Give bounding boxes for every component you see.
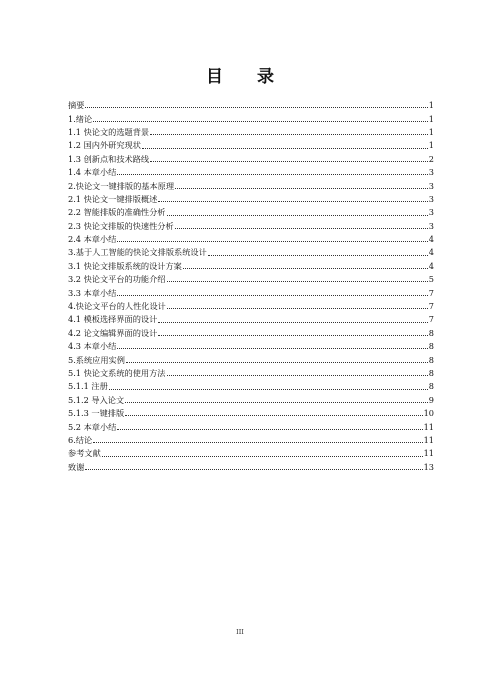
toc-entry-label: 1.2 国内外研究现状 (68, 140, 141, 151)
toc-entry[interactable] (68, 230, 434, 243)
dot-leader (117, 240, 427, 242)
dot-leader (175, 227, 428, 229)
dot-leader (183, 267, 428, 269)
toc-entry-page: 3 (428, 220, 434, 231)
toc-entry-label: 1.3 创新点和技术路线 (68, 153, 150, 164)
toc-entry-page: 11 (423, 421, 434, 432)
toc-entry-page: 7 (428, 314, 434, 325)
table-of-contents (68, 96, 434, 471)
toc-entry[interactable] (68, 217, 434, 230)
toc-entry[interactable] (68, 310, 434, 323)
toc-entry[interactable] (68, 337, 434, 350)
toc-entry[interactable] (68, 417, 434, 430)
toc-entry[interactable] (68, 176, 434, 189)
dot-leader (167, 307, 428, 309)
toc-entry-label: 6.结论 (68, 434, 93, 445)
dot-leader (167, 374, 428, 376)
toc-entry-label: 摘要 (68, 100, 85, 111)
toc-entry[interactable] (68, 243, 434, 256)
dot-leader (93, 120, 428, 122)
toc-entry[interactable] (68, 297, 434, 310)
toc-entry-label: 致谢 (68, 461, 85, 472)
toc-entry[interactable] (68, 136, 434, 149)
toc-entry-page: 9 (428, 394, 434, 405)
toc-entry-label: 2.3 快论文排版的快速性分析 (68, 220, 174, 231)
toc-entry-label: 1.1 快论文的选题背景 (68, 126, 150, 137)
toc-entry-label: 2.2 智能排版的准确性分析 (68, 207, 166, 218)
toc-entry-label: 3.2 快论文平台的功能介绍 (68, 274, 166, 285)
toc-entry[interactable] (68, 203, 434, 216)
dot-leader (125, 414, 422, 416)
toc-entry[interactable] (68, 96, 434, 109)
toc-entry[interactable] (68, 377, 434, 390)
toc-entry-page: 4 (428, 260, 434, 271)
dot-leader (158, 334, 427, 336)
dot-leader (85, 106, 427, 108)
toc-entry[interactable] (68, 109, 434, 122)
toc-entry[interactable] (68, 391, 434, 404)
toc-entry[interactable] (68, 123, 434, 136)
toc-entry-page: 3 (428, 180, 434, 191)
toc-entry-label: 4.3 本章小结 (68, 341, 117, 352)
dot-leader (125, 401, 428, 403)
dot-leader (126, 361, 428, 363)
dot-leader (150, 160, 428, 162)
toc-entry-page: 8 (428, 354, 434, 365)
dot-leader (117, 428, 422, 430)
toc-entry[interactable] (68, 190, 434, 203)
toc-entry[interactable] (68, 404, 434, 417)
dot-leader (175, 187, 428, 189)
toc-entry[interactable] (68, 350, 434, 363)
toc-entry-page: 1 (428, 113, 434, 124)
dot-leader (117, 173, 427, 175)
toc-entry-page: 4 (428, 247, 434, 258)
dot-leader (142, 147, 428, 149)
toc-entry-page: 11 (423, 448, 434, 459)
toc-entry-label: 5.1.3 一键排版 (68, 408, 125, 419)
toc-entry-label: 4.快论文平台的人性化设计 (68, 301, 166, 312)
dot-leader (150, 133, 428, 135)
toc-entry[interactable] (68, 364, 434, 377)
toc-entry-label: 5.2 本章小结 (68, 421, 117, 432)
toc-entry[interactable] (68, 458, 434, 471)
toc-entry[interactable] (68, 444, 434, 457)
toc-entry-page: 13 (423, 461, 434, 472)
toc-entry-page: 7 (428, 301, 434, 312)
toc-title: 目 录 (206, 67, 288, 87)
toc-entry[interactable] (68, 150, 434, 163)
dot-leader (109, 388, 428, 390)
dot-leader (158, 200, 427, 202)
toc-entry-page: 8 (428, 327, 434, 338)
toc-entry-label: 4.2 论文编辑界面的设计 (68, 327, 158, 338)
toc-entry-label: 3.基于人工智能的快论文排版系统设计 (68, 247, 207, 258)
toc-entry-page: 3 (428, 207, 434, 218)
dot-leader (117, 347, 427, 349)
dot-leader (85, 468, 422, 470)
toc-entry-label: 1.绪论 (68, 113, 93, 124)
dot-leader (167, 280, 428, 282)
dot-leader (117, 294, 427, 296)
toc-entry-label: 3.3 本章小结 (68, 287, 117, 298)
toc-entry-page: 1 (428, 126, 434, 137)
toc-entry-label: 2.1 快论文一键排版概述 (68, 193, 158, 204)
dot-leader (93, 441, 422, 443)
toc-entry[interactable] (68, 270, 434, 283)
toc-entry-label: 2.快论文一键排版的基本原理 (68, 180, 175, 191)
toc-entry-label: 5.1.1 注册 (68, 381, 108, 392)
toc-entry[interactable] (68, 163, 434, 176)
toc-entry-page: 4 (428, 234, 434, 245)
toc-entry[interactable] (68, 257, 434, 270)
toc-entry-label: 参考文献 (68, 448, 101, 459)
toc-entry-label: 5.1.2 导入论文 (68, 394, 125, 405)
toc-entry-page: 3 (428, 193, 434, 204)
toc-entry-label: 1.4 本章小结 (68, 167, 117, 178)
toc-entry[interactable] (68, 283, 434, 296)
dot-leader (167, 214, 428, 216)
toc-entry-page: 2 (428, 153, 434, 164)
toc-entry-page: 8 (428, 341, 434, 352)
toc-entry-page: 8 (428, 368, 434, 378)
toc-entry-page: 1 (428, 140, 434, 151)
toc-entry-label: 4.1 模板选择界面的设计 (68, 314, 158, 325)
toc-entry-label: 5.系统应用实例 (68, 354, 125, 365)
toc-entry-label: 2.4 本章小结 (68, 234, 117, 245)
dot-leader (158, 321, 427, 323)
toc-entry[interactable] (68, 431, 434, 444)
toc-entry-label: 5.1 快论文系统的使用方法 (68, 368, 166, 378)
toc-entry-page: 11 (423, 434, 434, 445)
toc-entry[interactable] (68, 324, 434, 337)
toc-entry-page: 10 (423, 408, 434, 419)
toc-entry-page: 8 (428, 381, 434, 392)
toc-entry-page: 7 (428, 287, 434, 298)
dot-leader (208, 254, 428, 256)
dot-leader (102, 455, 423, 457)
toc-entry-page: 3 (428, 167, 434, 178)
page-number: III (236, 628, 244, 636)
toc-entry-page: 5 (428, 274, 434, 285)
toc-entry-label: 3.1 快论文排版系统的设计方案 (68, 260, 182, 271)
toc-entry-page: 1 (428, 100, 434, 111)
